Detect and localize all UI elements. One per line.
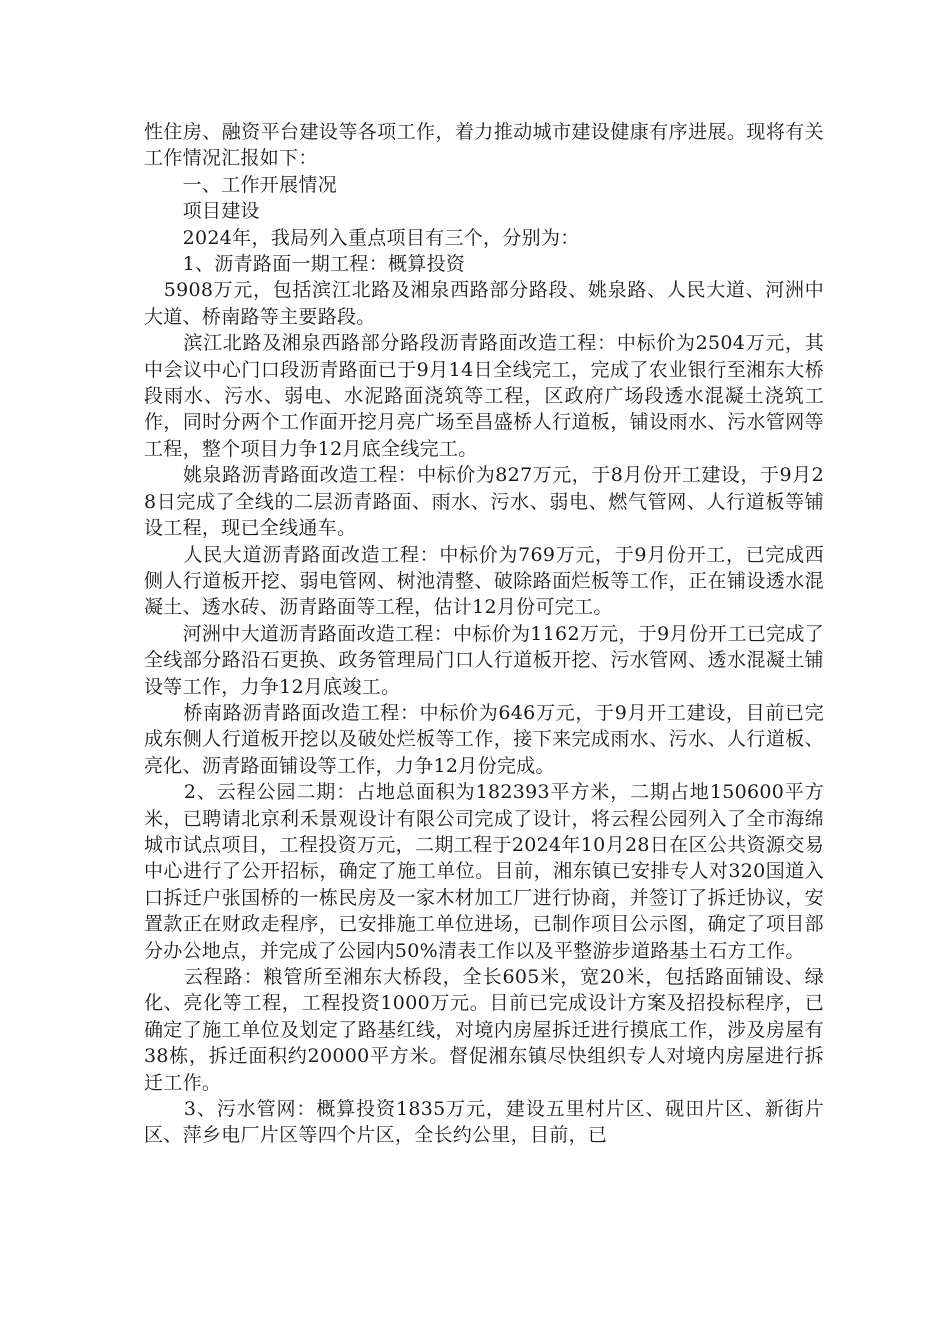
- document-body: [144, 119, 824, 1149]
- paragraph-asphalt-phase-one: 1、沥青路面一期工程：概算投资: [144, 253, 466, 276]
- section-heading-work-status: 一、工作开展情况: [144, 173, 338, 196]
- paragraph-yaoquan-road: 姚泉路沥青路面改造工程：中标价为827万元，于8月份开工建设，于9月28日完成了全线的二层沥青路面、雨水、污水、弱电、燃气管网、人行道板等铺设工程，现已全线通车。: [144, 464, 824, 540]
- paragraph-qiaonan-road: 桥南路沥青路面改造工程：中标价为646万元，于9月开工建设，目前已完成东侧人行道板开挖以及破处烂板等工作，接下来完成雨水、污水、人行道板、亮化、沥青路面铺设等工作，力争12月份完成。: [144, 701, 824, 777]
- paragraph-yuncheng-road: 云程路：粮管所至湘东大桥段，全长605米，宽20米，包括路面铺设、绿化、亮化等工程，工程投资1000万元。目前已完成设计方案及招投标程序，已确定了施工单位及划定了路基红线，对境内房屋拆迁进行摸底工作，涉及房屋有38栋，拆迁面积约20000平方米。督促湘东镇尽快组织专人对境内房屋进行拆迁工作。: [144, 966, 824, 1094]
- paragraph-renmin-avenue: 人民大道沥青路面改造工程：中标价为769万元，于9月份开工，已完成西侧人行道板开挖、弱电管网、树池清整、破除路面烂板等工作，正在铺设透水混凝土、透水砖、沥青路面等工程，估计12月份可完工。: [144, 543, 824, 619]
- paragraph-intro-continuation: 性住房、融资平台建设等各项工作，着力推动城市建设健康有序进展。现将有关工作情况汇报如下：: [144, 121, 824, 170]
- paragraph-binjiang-road: 滨江北路及湘泉西路部分路段沥青路面改造工程：中标价为2504万元，其中会议中心门口段沥青路面已于9月14日全线完工，完成了农业银行至湘东大桥段雨水、污水、弱电、水泥路面浇筑等工程，区政府广场段透水混凝土浇筑工作，同时分两个工作面开挖月亮广场至昌盛桥人行道板，铺设雨水、污水管网等工程，整个项目力争12月底全线完工。: [144, 332, 824, 460]
- paragraph-asphalt-investment: 5908万元，包括滨江北路及湘泉西路部分路段、姚泉路、人民大道、河洲中大道、桥南路等主要路段。: [144, 279, 824, 328]
- subheading-project-construction: 项目建设: [144, 200, 260, 223]
- paragraph-sewer-network: 3、污水管网：概算投资1835万元，建设五里村片区、砚田片区、新街片区、萍乡电厂片区等四个片区，全长约公里，目前，已: [144, 1098, 824, 1147]
- paragraph-key-projects: 2024年，我局列入重点项目有三个，分别为：: [144, 226, 580, 249]
- paragraph-hezhou-avenue: 河洲中大道沥青路面改造工程：中标价为1162万元，于9月份开工已完成了全线部分路沿石更换、政务管理局门口人行道板开挖、污水管网、透水混凝土铺设等工作，力争12月底竣工。: [144, 622, 824, 698]
- paragraph-yuncheng-park: 2、云程公园二期：占地总面积为182393平方米，二期占地150600平方米，已聘请北京利禾景观设计有限公司完成了设计，将云程公园列入了全市海绵城市试点项目，工程投资万元，二期工程于2024年10月28日在区公共资源交易中心进行了公开招标，确定了施工单位。目前，湘东镇已安排专人对320国道入口拆迁户张国桥的一栋民房及一家木材加工厂进行协商，并签订了拆迁协议，安置款正在财政走程序，已安排施工单位进场，已制作项目公示图，确定了项目部分办公地点，并完成了公园内50%清表工作以及平整游步道路基土石方工作。: [144, 781, 824, 962]
